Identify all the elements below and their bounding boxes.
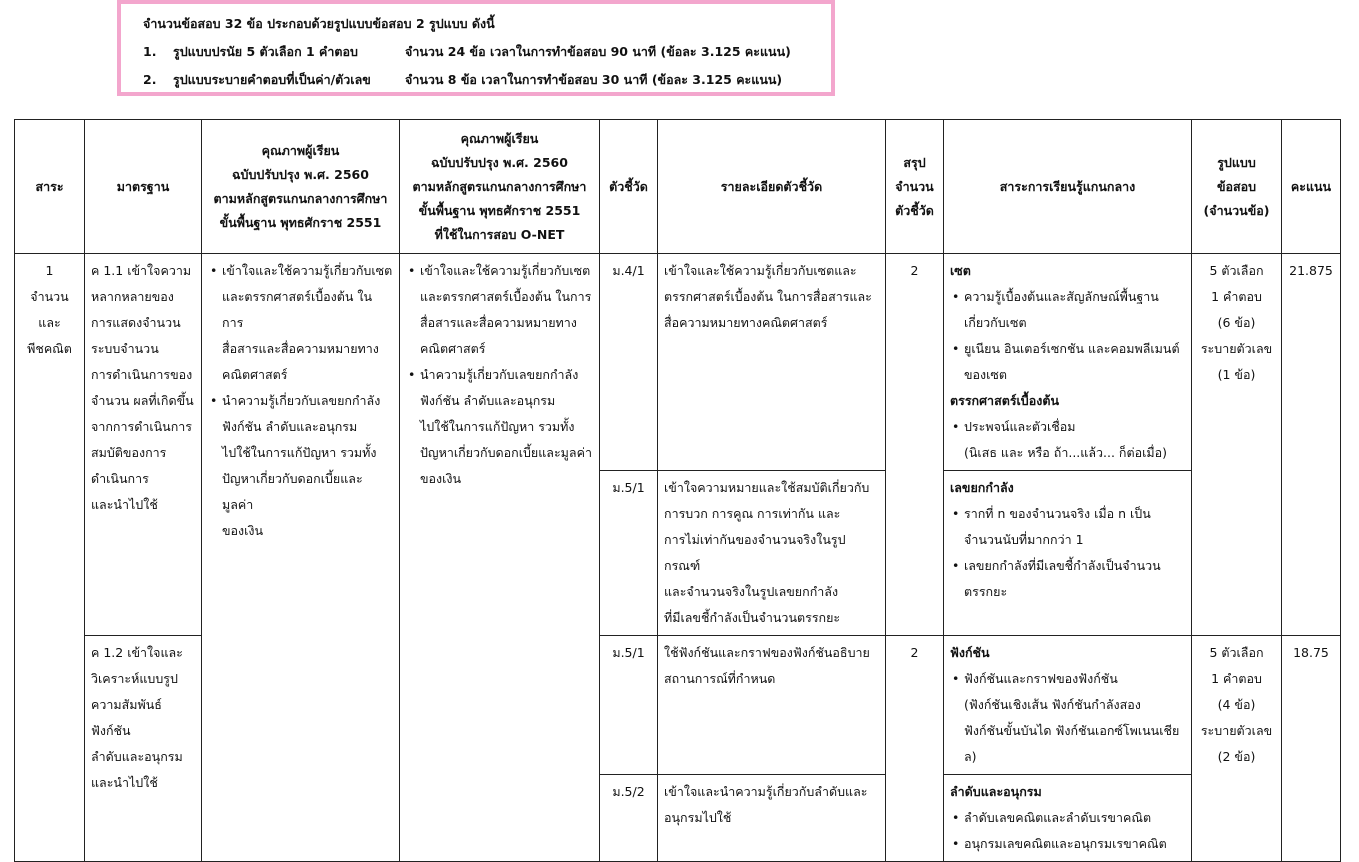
exam-format-item: 1. รูปแบบปรนัย 5 ตัวเลือก 1 คำตอบ จำนวน 24 ข้อ เวลาในการทำข้อสอบ 90 นาที (ข้อละ 3.125 คะแนน) (143, 44, 791, 59)
core-content: ลำดับและอนุกรม • ลำดับเลขคณิตและลำดับเรขาคณิต • อนุกรมเลขคณิตและอนุกรมเรขาคณิต (944, 775, 1192, 862)
header-indicator: ตัวชี้วัด (600, 120, 658, 254)
indicator-detail: เข้าใจและนำความรู้เกี่ยวกับลำดับและ อนุกรมไปใช้ (658, 775, 886, 862)
header-strand: สาระ (15, 120, 85, 254)
indicator-detail: ใช้ฟังก์ชันและกราฟของฟังก์ชันอธิบาย สถานการณ์ที่กำหนด (658, 636, 886, 775)
score-cell: 18.75 (1282, 636, 1341, 862)
exam-format-item: 2. รูปแบบระบายคำตอบที่เป็นค่า/ตัวเลข จำนวน 8 ข้อ เวลาในการทำข้อสอบ 30 นาที (ข้อละ 3.125 คะแนน) (143, 72, 783, 87)
header-format: รูปแบบ ข้อสอบ (จำนวนข้อ) (1192, 120, 1282, 254)
format-cell: 5 ตัวเลือก 1 คำตอบ (6 ข้อ) ระบายตัวเลข (1 ข้อ) (1192, 254, 1282, 636)
header-quality: คุณภาพผู้เรียน ฉบับปรับปรุง พ.ศ. 2560 ตามหลักสูตรแกนกลางการศึกษา ขั้นพื้นฐาน พุทธศักราช 2551 (202, 120, 400, 254)
core-content: เลขยกกำลัง • รากที่ n ของจำนวนจริง เมื่อ n เป็น จำนวนนับที่มากกว่า 1 • เลขยกกำลังที่มีเลขชี้กำลังเป็นจำนวน ตรรกยะ (944, 471, 1192, 636)
indicator-code: ม.5/1 (600, 636, 658, 775)
header-row (15, 120, 1341, 254)
summary-count: 2 (886, 254, 944, 636)
quality-onet-cell: • เข้าใจและใช้ความรู้เกี่ยวกับเซต และตรรกศาสตร์เบื้องต้น ในการ สื่อสารและสื่อความหมายทาง คณิตศาสตร์ • นำความรู้เกี่ยวกับเลขยกกำลัง ฟังก์ชัน ลำดับและอนุกรม ไปใช้ในการแก้ปัญหา รวมทั้ง ปัญหาเกี่ยวกับดอกเบี้ยและมูลค่า ของเงิน (400, 254, 600, 862)
standard-cell: ค 1.1 เข้าใจความ หลากหลายของ การแสดงจำนวน ระบบจำนวน การดำเนินการของ จำนวน ผลที่เกิดขึ้น จากการดำเนินการ สมบัติของการ ดำเนินการ และนำไปใช้ (85, 254, 202, 636)
quality-cell: • เข้าใจและใช้ความรู้เกี่ยวกับเซต และตรรกศาสตร์เบื้องต้น ในการ สื่อสารและสื่อความหมายทาง คณิตศาสตร์ • นำความรู้เกี่ยวกับเลขยกกำลัง ฟังก์ชัน ลำดับและอนุกรม ไปใช้ในการแก้ปัญหา รวมทั้ง ปัญหาเกี่ยวกับดอกเบี้ยและมูลค่า ของเงิน (202, 254, 400, 862)
core-content: เซต • ความรู้เบื้องต้นและสัญลักษณ์พื้นฐาน เกี่ยวกับเซต • ยูเนียน อินเตอร์เซกชัน และคอมพลีเมนต์ ของเซต ตรรกศาสตร์เบื้องต้น • ประพจน์และตัวเชื่อม (นิเสธ และ หรือ ถ้า...แล้ว... ก็ต่อเมื่อ) (944, 254, 1192, 471)
blueprint-table (14, 119, 1341, 862)
score-cell: 21.875 (1282, 254, 1341, 636)
indicator-detail: เข้าใจและใช้ความรู้เกี่ยวกับเซตและ ตรรกศาสตร์เบื้องต้น ในการสื่อสารและ สื่อความหมายทางคณิตศาสตร์ (658, 254, 886, 471)
header-quality-onet: คุณภาพผู้เรียน ฉบับปรับปรุง พ.ศ. 2560 ตามหลักสูตรแกนกลางการศึกษา ขั้นพื้นฐาน พุทธศักราช 2551 ที่ใช้ในการสอบ O-NET (400, 120, 600, 254)
table-row (15, 254, 1341, 471)
exam-info-summary: จำนวนข้อสอบ 32 ข้อ ประกอบด้วยรูปแบบข้อสอบ 2 รูปแบบ ดังนี้ (143, 16, 495, 31)
core-content: ฟังก์ชัน • ฟังก์ชันและกราฟของฟังก์ชัน (ฟังก์ชันเชิงเส้น ฟังก์ชันกำลังสอง ฟังก์ชันขั้นบันได ฟังก์ชันเอกซ์โพเนนเชียล) (944, 636, 1192, 775)
header-detail: รายละเอียดตัวชี้วัด (658, 120, 886, 254)
header-standard: มาตรฐาน (85, 120, 202, 254)
indicator-code: ม.5/1 (600, 471, 658, 636)
header-score: คะแนน (1282, 120, 1341, 254)
summary-count: 2 (886, 636, 944, 862)
format-cell: 5 ตัวเลือก 1 คำตอบ (4 ข้อ) ระบายตัวเลข (2 ข้อ) (1192, 636, 1282, 862)
indicator-detail: เข้าใจความหมายและใช้สมบัติเกี่ยวกับ การบวก การคูณ การเท่ากัน และ การไม่เท่ากันของจำนวนจริงในรูปกรณฑ์ และจำนวนจริงในรูปเลขยกกำลัง ที่มีเลขชี้กำลังเป็นจำนวนตรรกยะ (658, 471, 886, 636)
standard-cell: ค 1.2 เข้าใจและ วิเคราะห์แบบรูป ความสัมพันธ์ ฟังก์ชัน ลำดับและอนุกรม และนำไปใช้ (85, 636, 202, 862)
header-summary: สรุป จำนวน ตัวชี้วัด (886, 120, 944, 254)
strand-cell: 1 จำนวน และ พีชคณิต (15, 254, 85, 862)
indicator-code: ม.4/1 (600, 254, 658, 471)
header-core: สาระการเรียนรู้แกนกลาง (944, 120, 1192, 254)
indicator-code: ม.5/2 (600, 775, 658, 862)
exam-info-box (117, 0, 835, 96)
